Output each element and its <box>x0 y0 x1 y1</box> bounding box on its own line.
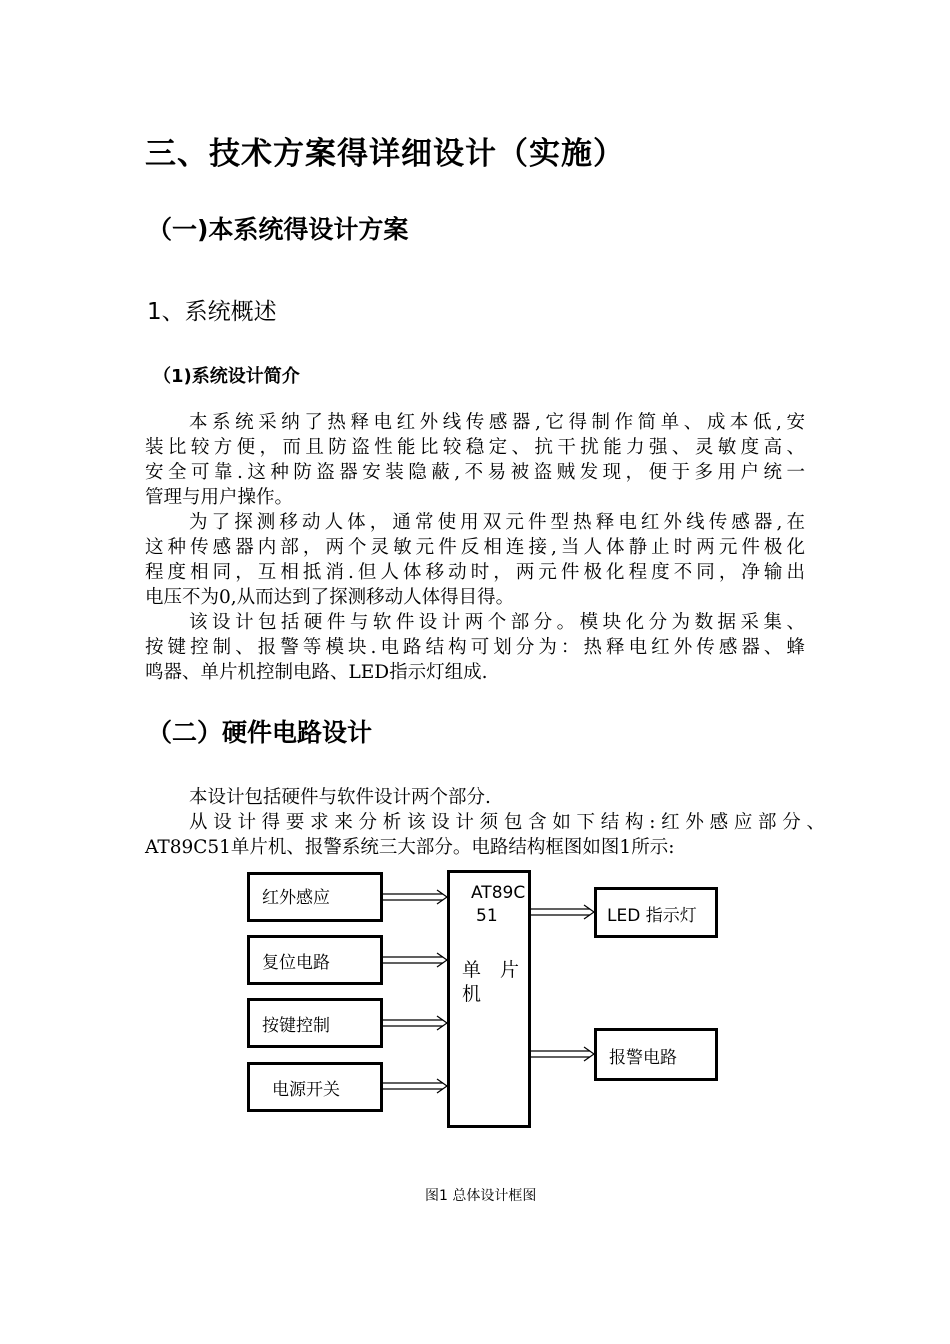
text-line: 安全可靠.这种防盗器安装隐蔽,不易被盗贼发现，便于多用户统一 <box>145 462 805 483</box>
arrow-key-to-mcu <box>383 1016 447 1030</box>
mcu-label-line4: 机 <box>462 983 482 1005</box>
text-line: 按键控制、报警等模块.电路结构可划分为：热释电红外传感器、蜂 <box>145 637 805 658</box>
text-line: 装比较方便，而且防盗性能比较稳定、抗干扰能力强、灵敏度高、 <box>145 437 805 458</box>
subsection-heading-2: （二）硬件电路设计 <box>147 718 373 747</box>
arrow-mcu-to-led <box>531 905 594 919</box>
heading-system-overview: 1、系统概述 <box>147 299 277 325</box>
text-line: 该设计包括硬件与软件设计两个部分。模块化分为数据采集、 <box>189 612 805 633</box>
section-heading-3: 三、技术方案得详细设计（实施） <box>145 136 625 172</box>
text-line: 管理与用户操作。 <box>145 487 294 508</box>
block-label: 红外感应 <box>262 888 330 908</box>
text-line: 为了探测移动人体，通常使用双元件型热释电红外线传感器,在 <box>189 512 805 533</box>
arrow-mcu-to-alarm <box>531 1047 594 1061</box>
mcu-label-line1: AT89C <box>471 883 526 903</box>
text-line: 鸣器、单片机控制电路、LED指示灯组成. <box>145 662 488 683</box>
arrow-ir-to-mcu <box>383 890 447 904</box>
text-line: 从设计得要求来分析该设计须包含如下结构:红外感应部分、 <box>189 812 825 833</box>
text-line: 本设计包括硬件与软件设计两个部分. <box>189 787 491 808</box>
text-line: 本系统采纳了热释电红外线传感器,它得制作简单、成本低,安 <box>189 412 805 433</box>
subsection-heading-1: （一)本系统得设计方案 <box>147 215 409 244</box>
heading-system-intro: （1)系统设计简介 <box>153 366 300 387</box>
arrow-reset-to-mcu <box>383 953 447 967</box>
mcu-label-line3: 单 片 <box>462 959 520 981</box>
figure-caption: 图1 总体设计框图 <box>425 1188 537 1204</box>
text-line: 电压不为0,从而达到了探测移动人体得目得。 <box>145 587 515 608</box>
block-label: 报警电路 <box>609 1048 677 1068</box>
arrow-power-to-mcu <box>383 1079 447 1093</box>
mcu-label-line2: 51 <box>476 906 498 926</box>
block-label: 按键控制 <box>262 1016 330 1036</box>
text-line: AT89C51单片机、报警系统三大部分。电路结构框图如图1所示: <box>145 837 675 858</box>
text-line: 程度相同，互相抵消.但人体移动时，两元件极化程度不同，净输出 <box>145 562 805 583</box>
text-line: 这种传感器内部，两个灵敏元件反相连接,当人体静止时两元件极化 <box>145 537 805 558</box>
block-label: 复位电路 <box>262 953 330 973</box>
block-label: 电源开关 <box>272 1080 340 1100</box>
block-label: LED 指示灯 <box>607 906 697 926</box>
